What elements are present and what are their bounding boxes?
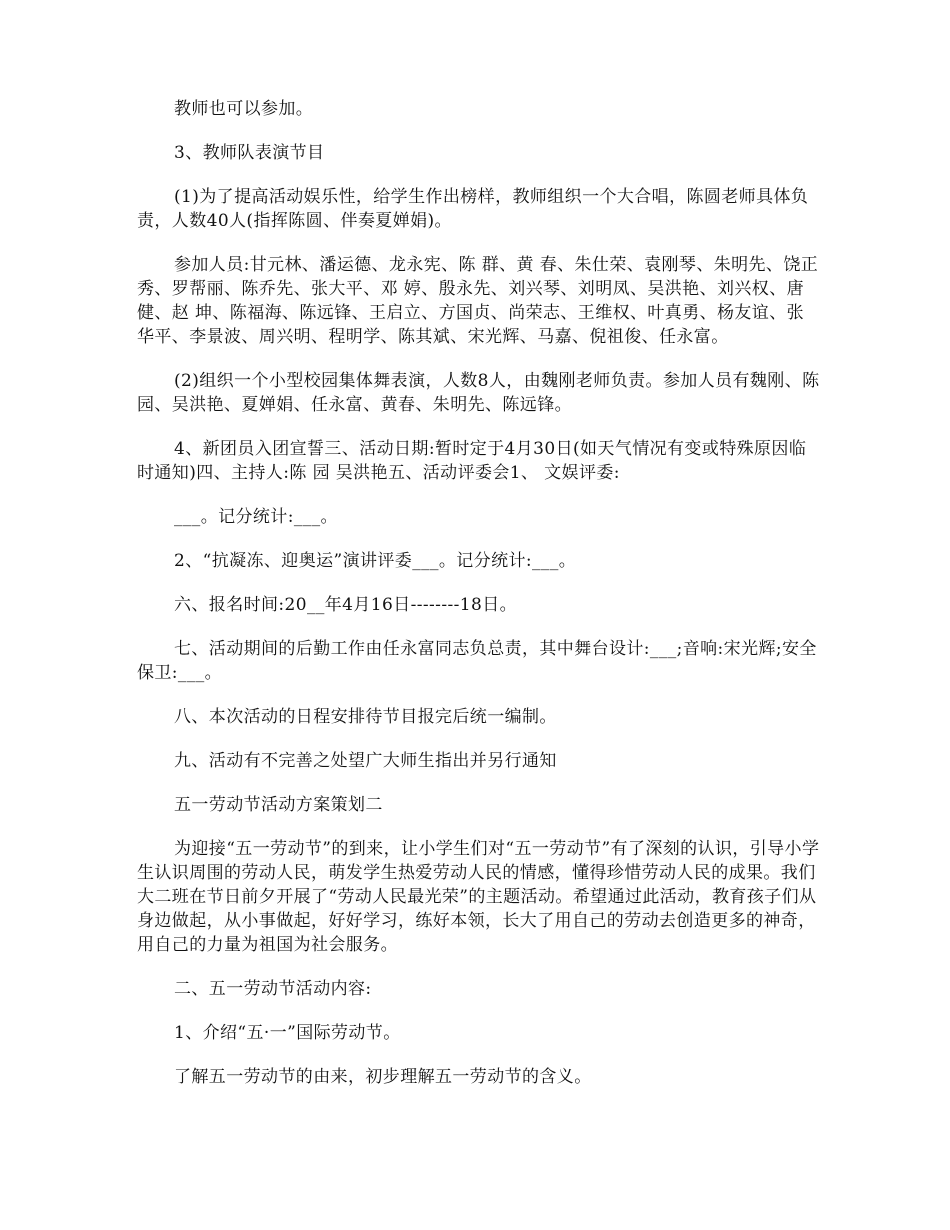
paragraph: ___。记分统计:___。 (174, 507, 338, 527)
paragraph: 八、本次活动的日程安排待节目报完后统一编制。 (174, 707, 557, 727)
paragraph: 七、活动期间的后勤工作由任永富同志负总责，其中舞台设计:___;音响:宋光辉;安全保卫:___。 (137, 639, 817, 683)
paragraph: 2、“抗凝冻、迎奥运”演讲评委___。记分统计:___。 (174, 551, 577, 571)
paragraph: 为迎接“五一劳动节”的到来，让小学生们对“五一劳动节”有了深刻的认识，引导小学生认识周围的劳动人民，萌发学生热爱劳动人民的情感，懂得珍惜劳动人民的成果。我们大二班在节日前夕开展了“劳动人民最光荣”的主题活动。希望通过此活动，教育孩子们从身边做起，从小事做起，好好学习，练好本领，长大了用自己的劳动去创造更多的神奇，用自己的力量为祖国为社会服务。 (137, 839, 820, 955)
paragraph: 4、新团员入团宣誓三、活动日期:暂时定于4月30日(如天气情况有变或特殊原因临时通知)四、主持人:陈 园 吴洪艳五、活动评委会1、 文娱评委: (137, 439, 807, 483)
section-title: 五一劳动节活动方案策划二 (174, 795, 383, 815)
paragraph: 教师也可以参加。 (174, 99, 314, 119)
paragraph: (2)组织一个小型校园集体舞表演，人数8人，由魏刚老师负责。参加人员有魏刚、陈园、吴洪艳、夏婵娟、任永富、黄春、朱明先、陈远锋。 (137, 371, 820, 415)
section-heading: 3、教师队表演节目 (174, 143, 325, 163)
section-heading: 二、五一劳动节活动内容: (174, 979, 372, 999)
paragraph: 了解五一劳动节的由来，初步理解五一劳动节的含义。 (174, 1067, 592, 1087)
participant-list: 参加人员:甘元林、潘运德、龙永宪、陈 群、黄 春、朱仕荣、袁刚琴、朱明先、饶正秀、罗帮丽、陈乔先、张大平、邓 婷、殷永先、刘兴琴、刘明凤、吴洪艳、刘兴权、唐 健、赵 坤、陈福海、陈远锋、王启立、方国贞、尚荣志、王维权、叶真勇、杨友谊、张华平、李景波、周兴明、程明学、陈其斌、宋光辉、马嘉、倪祖俊、任永富。 (137, 255, 819, 347)
paragraph: 九、活动有不完善之处望广大师生指出并另行通知 (174, 751, 557, 771)
paragraph: (1)为了提高活动娱乐性，给学生作出榜样，教师组织一个大合唱，陈圆老师具体负责，人数40人(指挥陈圆、伴奏夏婵娟)。 (137, 187, 809, 231)
paragraph: 1、介绍“五·一”国际劳动节。 (174, 1023, 401, 1043)
paragraph: 六、报名时间:20__年4月16日--------18日。 (174, 595, 517, 615)
